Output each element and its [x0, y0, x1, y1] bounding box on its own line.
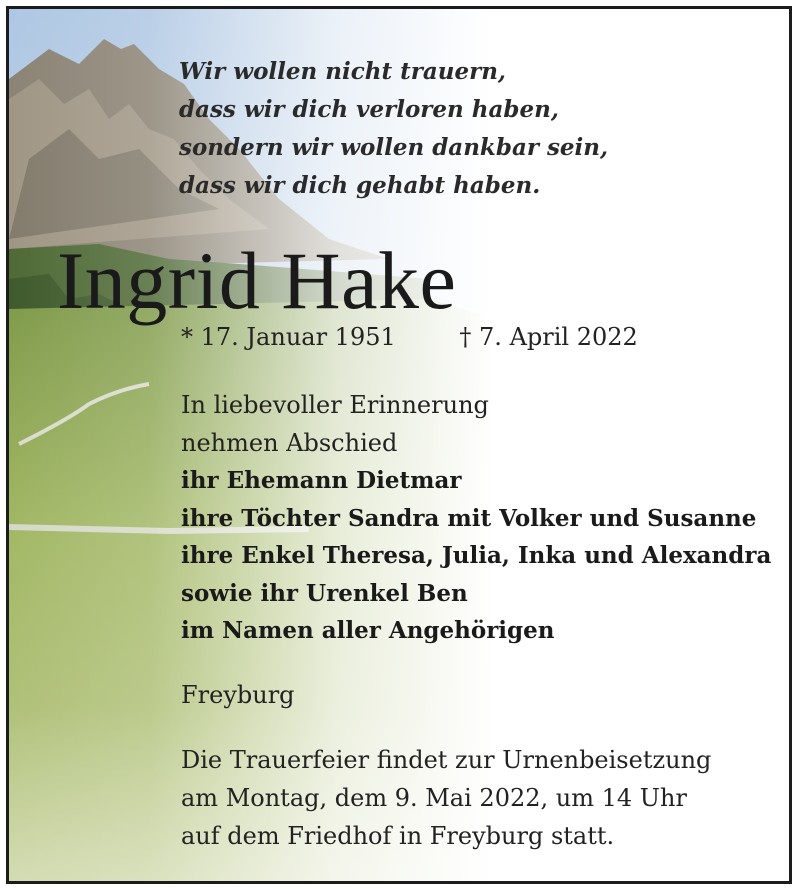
mourner-line: ihre Töchter Sandra mit Volker und Susanne — [181, 504, 757, 532]
mourners-block — [181, 387, 771, 650]
mourner-line: ihre Enkel Theresa, Julia, Inka und Alexandra — [181, 542, 772, 569]
deceased-name: Ingrid Hake — [57, 235, 457, 326]
funeral-line: auf dem Friedhof in Freyburg statt. — [181, 822, 615, 850]
farewell-intro-line: In liebevoller Erinnerung — [181, 391, 489, 419]
funeral-line: am Montag, dem 9. Mai 2022, um 14 Uhr — [181, 784, 687, 812]
poem-line: dass wir dich gehabt haben. — [179, 172, 541, 199]
funeral-line: Die Trauerfeier findet zur Urnenbeisetzung — [181, 746, 712, 774]
place-name: Freyburg — [181, 681, 295, 709]
poem-line: sondern wir wollen dankbar sein, — [179, 134, 609, 161]
funeral-details — [181, 741, 711, 855]
memorial-poem — [179, 53, 608, 205]
farewell-intro-line: nehmen Abschied — [181, 428, 398, 457]
mourner-line: ihr Ehemann Dietmar — [181, 467, 462, 494]
obituary-notice — [6, 6, 792, 884]
poem-line: Wir wollen nicht trauern, — [179, 58, 506, 85]
birth-date: * 17. Januar 1951 — [181, 323, 396, 351]
death-date: † 7. April 2022 — [459, 323, 638, 351]
mourner-line: sowie ihr Urenkel Ben — [181, 579, 468, 607]
life-dates — [181, 321, 638, 353]
poem-line: dass wir dich verloren haben, — [179, 96, 559, 123]
mourner-line: im Namen aller Angehörigen — [181, 617, 555, 644]
